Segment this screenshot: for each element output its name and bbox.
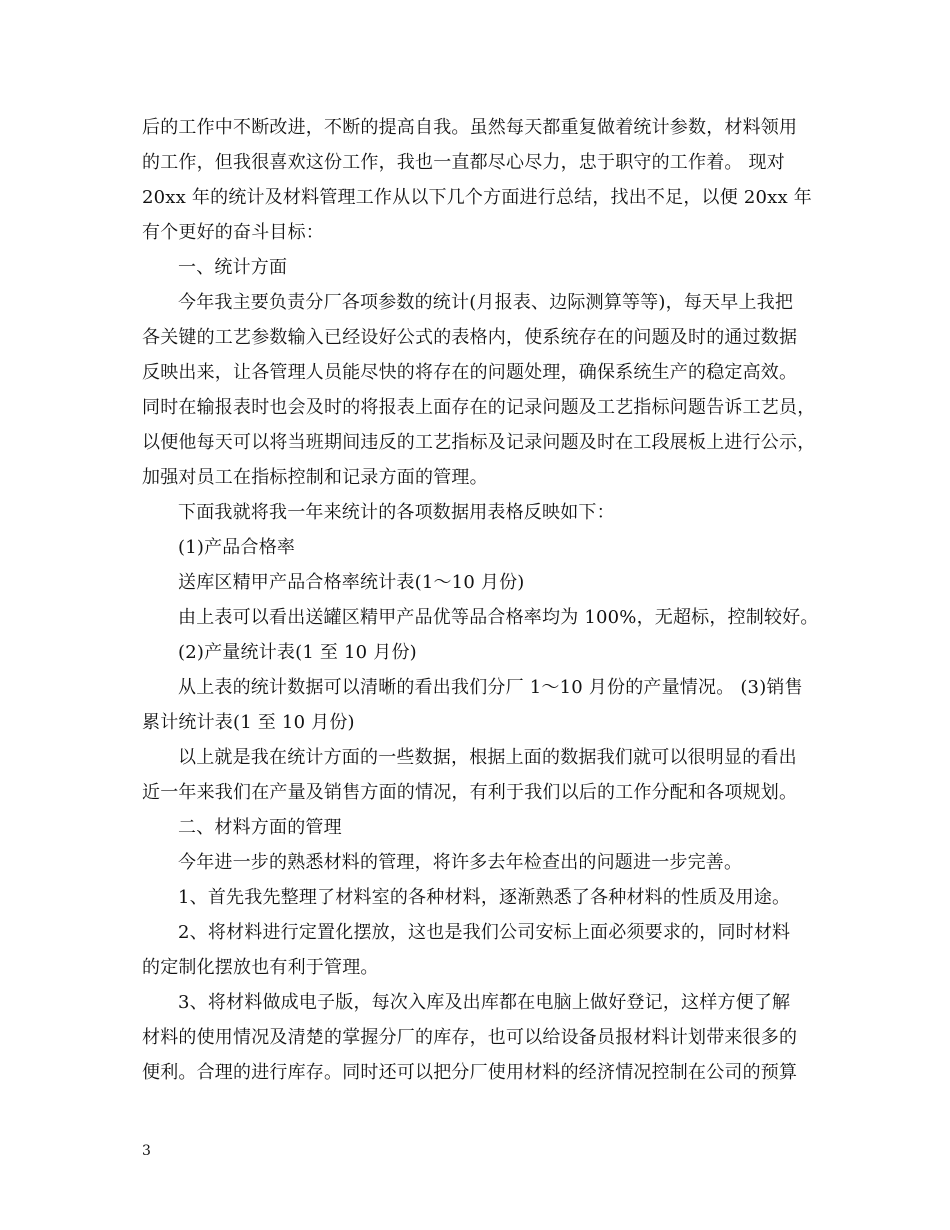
text-line: 20xx 年的统计及材料管理工作从以下几个方面进行总结，找出不足，以便 20xx 年 (142, 187, 812, 208)
text-line: 近一年来我们在产量及销售方面的情况，有利于我们以后的工作分配和各项规划。 (142, 782, 798, 803)
text-line: 3、将材料做成电子版，每次入库及出库都在电脑上做好登记，这样方便了解 (178, 992, 791, 1013)
subsection-heading: (1)产品合格率 (178, 537, 296, 558)
text-line: 的工作，但我很喜欢这份工作，我也一直都尽心尽力，忠于职守的工作着。 现对 (142, 152, 785, 173)
text-line: 下面我就将我一年来统计的各项数据用表格反映如下： (178, 502, 615, 523)
subsection-heading: (2)产量统计表(1 至 10 月份) (178, 642, 417, 663)
text-line: 的定制化摆放也有利于管理。 (142, 957, 379, 978)
text-line: 2、将材料进行定置化摆放，这也是我们公司安标上面必须要求的，同时材料 (178, 922, 791, 943)
text-line: 材料的使用情况及清楚的掌握分厂的库存，也可以给设备员报材料计划带来很多的 (142, 1027, 798, 1048)
text-line: 加强对员工在指标控制和记录方面的管理。 (142, 467, 488, 488)
text-line: 以上就是我在统计方面的一些数据，根据上面的数据我们就可以很明显的看出 (178, 747, 797, 768)
text-line: 反映出来，让各管理人员能尽快的将存在的问题处理，确保系统生产的稳定高效。 (142, 362, 798, 383)
text-line: 1、首先我先整理了材料室的各种材料，逐渐熟悉了各种材料的性质及用途。 (178, 887, 791, 908)
section-heading: 一、统计方面 (178, 257, 288, 278)
table-caption: 送库区精甲产品合格率统计表(1～10 月份) (178, 572, 525, 593)
text-line: 有个更好的奋斗目标： (142, 222, 324, 243)
text-line: 便利。合理的进行库存。同时还可以把分厂使用材料的经济情况控制在公司的预算 (142, 1062, 798, 1083)
text-line: 后的工作中不断改进，不断的提高自我。虽然每天都重复做着统计参数，材料领用 (142, 117, 798, 138)
text-line: 各关键的工艺参数输入已经设好公式的表格内，使系统存在的问题及时的通过数据 (142, 327, 798, 348)
page-number: 3 (142, 1143, 151, 1159)
text-line: 从上表的统计数据可以清晰的看出我们分厂 1～10 月份的产量情况。 (3)销售 (178, 677, 803, 698)
text-line: 同时在输报表时也会及时的将报表上面存在的记录问题及工艺指标问题告诉工艺员， (142, 397, 816, 418)
text-line: 今年进一步的熟悉材料的管理，将许多去年检查出的问题进一步完善。 (178, 852, 743, 873)
text-line: 由上表可以看出送罐区精甲产品优等品合格率均为 100%，无超标，控制较好。 (178, 607, 819, 628)
text-line: 今年我主要负责分厂各项参数的统计(月报表、边际测算等等)，每天早上我把 (178, 292, 794, 313)
text-line: 以便他每天可以将当班期间违反的工艺指标及记录问题及时在工段展板上进行公示， (142, 432, 816, 453)
section-heading: 二、材料方面的管理 (178, 817, 342, 838)
text-line: 累计统计表(1 至 10 月份) (142, 712, 355, 733)
